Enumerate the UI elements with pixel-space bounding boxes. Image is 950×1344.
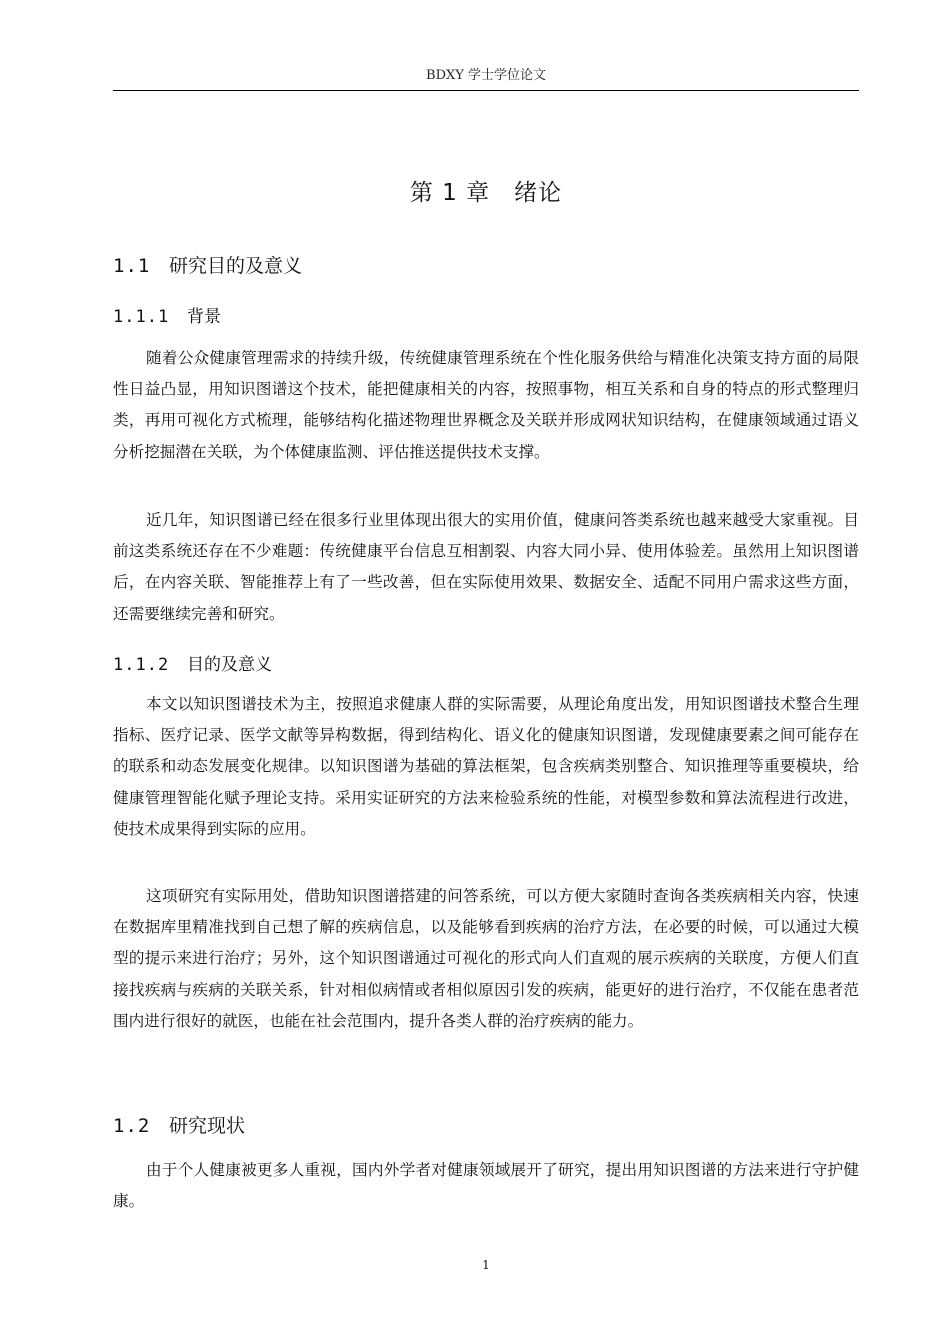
section-number: 1.1 [113, 255, 151, 277]
running-header [113, 66, 859, 91]
subsection-number: 1.1.2 [113, 655, 170, 675]
paragraph: 本文以知识图谱技术为主，按照追求健康人群的实际需要，从理论角度出发，用知识图谱技术整合生理指标、医疗记录、医学文献等异构数据，得到结构化、语义化的健康知识图谱，发现健康要素之间可能存在的联系和动态发展变化规律。以知识图谱为基础的算法框架，包含疾病类别整合、知识推理等重要模块，给健康管理智能化赋予理论支持。采用实证研究的方法来检验系统的性能，对模型参数和算法流程进行改进，使技术成果得到实际的应用。 [113, 695, 859, 838]
subsection-title: 背景 [187, 307, 221, 327]
section-title: 研究现状 [169, 1115, 246, 1137]
subsection-heading-1-1-2 [113, 652, 272, 678]
section-heading-1-1 [113, 252, 302, 280]
paragraph: 近几年，知识图谱已经在很多行业里体现出很大的实用价值，健康问答类系统也越来越受大家重视。目前这类系统还存在不少难题：传统健康平台信息互相割裂、内容大同小异、使用体验差。虽然用上知识图谱后，在内容关联、智能推荐上有了一些改善，但在实际使用效果、数据安全、适配不同用户需求这些方面，还需要继续完善和研究。 [113, 511, 859, 623]
section-title: 研究目的及意义 [169, 255, 303, 277]
section-number: 1.2 [113, 1115, 151, 1137]
paragraph: 由于个人健康被更多人重视，国内外学者对健康领域展开了研究，提出用知识图谱的方法来进行守护健康。 [113, 1161, 859, 1211]
page-number: 1 [482, 1258, 490, 1272]
paragraph: 这项研究有实际用处，借助知识图谱搭建的问答系统，可以方便大家随时查询各类疾病相关内容，快速在数据库里精准找到自己想了解的疾病信息，以及能够看到疾病的治疗方法，在必要的时候，可以通过大模型的提示来进行治疗；另外，这个知识图谱通过可视化的形式向人们直观的展示疾病的关联度，方便人们直接找疾病与疾病的关联关系，针对相似病情或者相似原因引发的疾病，能更好的进行治疗，不仅能在患者范围内进行很好的就医，也能在社会范围内，提升各类人群的治疗疾病的能力。 [113, 887, 859, 1030]
subsection-heading-1-1-1 [113, 304, 221, 330]
chapter-title: 第 1 章 绪论 [409, 180, 563, 206]
subsection-title: 目的及意义 [187, 655, 272, 675]
running-header-text: BDXY 学士学位论文 [426, 68, 546, 83]
subsection-number: 1.1.1 [113, 307, 170, 327]
paragraph: 随着公众健康管理需求的持续升级，传统健康管理系统在个性化服务供给与精准化决策支持方面的局限性日益凸显，用知识图谱这个技术，能把健康相关的内容，按照事物，相互关系和自身的特点的形式整理归类，再用可视化方式梳理，能够结构化描述物理世界概念及关联并形成网状知识结构，在健康领域通过语义分析挖掘潜在关联，为个体健康监测、评估推送提供技术支撑。 [113, 349, 859, 461]
section-heading-1-2 [113, 1112, 245, 1140]
